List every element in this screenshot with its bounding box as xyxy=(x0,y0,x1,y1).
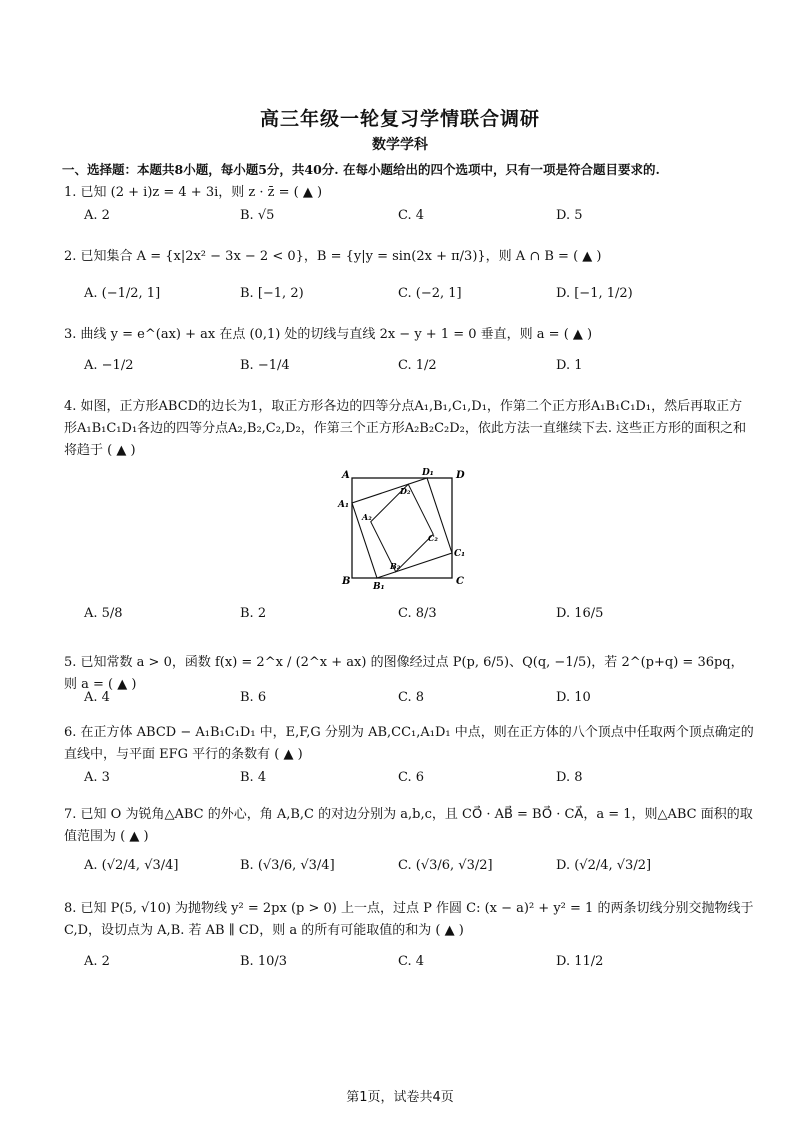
square-a2b2c2d2 xyxy=(371,484,434,572)
option-d: D. (√2/4, √3/2] xyxy=(556,858,652,873)
label-d1: D₁ xyxy=(422,468,434,478)
label-d: D xyxy=(456,470,465,481)
question-stem: 7. 已知 O 为锐角△ABC 的外心，角 A,B,C 的对边分别为 a,b,c，且 CO⃗ · AB⃗ = BO⃗ · CA⃗，a = 1，则△ABC 面积的取值范围为 ( ▲ ) xyxy=(64,807,753,844)
label-c1: C₁ xyxy=(454,549,466,559)
question-stem: 1. 已知 (2 + i)z = 4 + 3i，则 z · z̄ = ( ▲ ) xyxy=(64,185,323,200)
option-c: C. 4 xyxy=(398,208,425,223)
option-a: A. 2 xyxy=(84,954,110,969)
option-d: D. 8 xyxy=(556,770,583,785)
option-d: D. 1 xyxy=(556,358,583,373)
figure-svg xyxy=(330,466,470,591)
option-c: C. 4 xyxy=(398,954,425,969)
label-b: B xyxy=(342,576,351,587)
page-footer: 第1页，试卷共4页 xyxy=(346,1090,454,1105)
section-heading: 一、选择题：本题共8小题，每小题5分，共40分. 在每小题给出的四个选项中，只有一项是符合题目要求的. xyxy=(62,162,660,177)
question-stem: 6. 在正方体 ABCD − A₁B₁C₁D₁ 中，E,F,G 分别为 AB,CC₁,A₁D₁ 中点，则在正方体的八个顶点中任取两个顶点确定的直线中，与平面 EFG 平行的条数有 ( ▲ ) xyxy=(64,725,754,762)
option-d: D. [−1, 1/2) xyxy=(556,286,633,301)
option-d: D. 16/5 xyxy=(556,606,604,621)
question-4-options xyxy=(84,606,724,630)
option-d: D. 11/2 xyxy=(556,954,604,969)
option-d: D. 5 xyxy=(556,208,583,223)
option-a: A. (√2/4, √3/4] xyxy=(84,858,179,873)
question-stem: 2. 已知集合 A = {x|2x² − 3x − 2 < 0}，B = {y|y = sin(2x + π/3)}，则 A ∩ B = ( ▲ ) xyxy=(64,249,602,264)
label-a1: A₁ xyxy=(338,500,349,510)
option-a: A. 3 xyxy=(84,770,110,785)
exam-subtitle: 数学学科 xyxy=(372,137,428,153)
option-b: B. 2 xyxy=(240,606,267,621)
question-6-options xyxy=(84,770,724,794)
question-8-options xyxy=(84,954,724,978)
question-6 xyxy=(64,722,754,766)
option-c: C. (√3/6, √3/2] xyxy=(398,858,493,873)
option-c: C. 8 xyxy=(398,690,425,705)
option-b: B. −1/4 xyxy=(240,358,290,373)
question-3 xyxy=(64,324,754,346)
label-a2: A₂ xyxy=(362,512,372,522)
question-3-options xyxy=(84,358,724,382)
label-b1: B₁ xyxy=(373,582,385,591)
option-b: B. [−1, 2) xyxy=(240,286,304,301)
option-b: B. √5 xyxy=(240,208,275,223)
label-b2: B₂ xyxy=(390,561,401,571)
label-a: A xyxy=(342,470,350,481)
question-stem: 3. 曲线 y = e^(ax) + ax 在点 (0,1) 处的切线与直线 2x − y + 1 = 0 垂直，则 a = ( ▲ ) xyxy=(64,327,593,342)
option-b: B. 4 xyxy=(240,770,267,785)
option-b: B. 10/3 xyxy=(240,954,288,969)
option-a: A. 4 xyxy=(84,690,110,705)
question-stem: 8. 已知 P(5, √10) 为抛物线 y² = 2px (p > 0) 上一点，过点 P 作圆 C: (x − a)² + y² = 1 的两条切线分别交抛物线于 C,D，设切点为 A,B. 若 AB ∥ CD，则 a 的所有可能取值的和为 ( ▲ ) xyxy=(64,901,754,938)
question-4 xyxy=(64,396,754,462)
option-a: A. 2 xyxy=(84,208,110,223)
question-stem: 4. 如图，正方形ABCD的边长为1，取正方形各边的四等分点A₁,B₁,C₁,D₁，作第二个正方形A₁B₁C₁D₁，然后再取正方形A₁B₁C₁D₁各边的四等分点A₂,B₂,C₂,D₂，作第三个正方形A₂B₂C₂D₂，依此方法一直继续下去. 这些正方形的面积之和将趋于 ( ▲ ) xyxy=(64,399,747,458)
option-c: C. 1/2 xyxy=(398,358,437,373)
label-c2: C₂ xyxy=(428,533,438,543)
option-a: A. 5/8 xyxy=(84,606,123,621)
question-7 xyxy=(64,804,754,848)
question-7-options xyxy=(84,858,724,882)
question-2-options xyxy=(84,286,724,310)
label-d2: D₂ xyxy=(400,486,411,496)
question-1 xyxy=(64,182,754,204)
option-c: C. 8/3 xyxy=(398,606,437,621)
option-a: A. −1/2 xyxy=(84,358,134,373)
option-c: C. 6 xyxy=(398,770,425,785)
exam-title: 高三年级一轮复习学情联合调研 xyxy=(259,108,540,130)
question-2 xyxy=(64,246,754,268)
option-b: B. 6 xyxy=(240,690,267,705)
question-8 xyxy=(64,898,754,942)
nested-squares-figure xyxy=(330,466,470,591)
option-b: B. (√3/6, √3/4] xyxy=(240,858,335,873)
option-c: C. (−2, 1] xyxy=(398,286,462,301)
label-c: C xyxy=(456,576,464,587)
option-a: A. (−1/2, 1] xyxy=(84,286,161,301)
question-1-options xyxy=(84,208,724,232)
question-stem: 5. 已知常数 a > 0，函数 f(x) = 2^x / (2^x + ax) 的图像经过点 P(p, 6/5)、Q(q, −1/5)，若 2^(p+q) = 36pq，则 a = ( ▲ ) xyxy=(64,655,744,692)
option-d: D. 10 xyxy=(556,690,591,705)
question-5-options xyxy=(84,690,724,714)
